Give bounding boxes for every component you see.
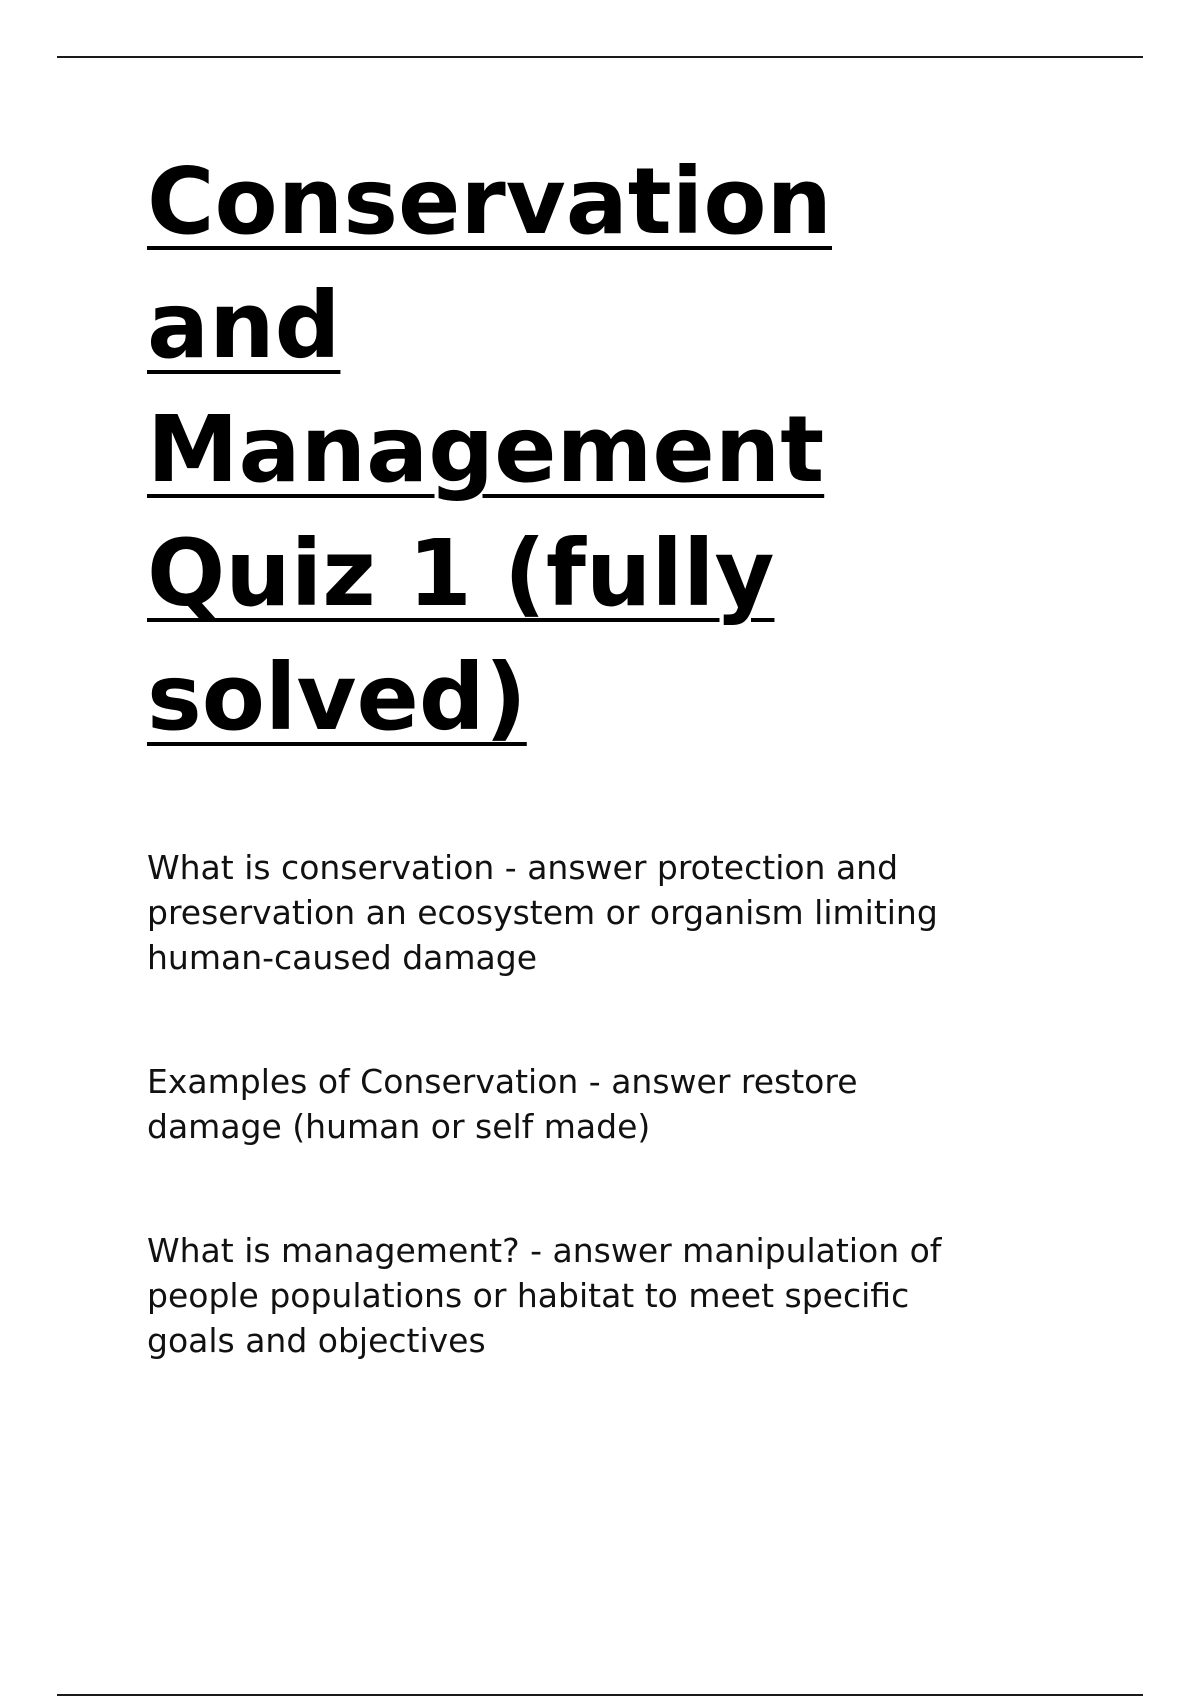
qa-item-management-definition: What is management? - answer manipulation of people populations or habitat to meet specific goals and objectives	[147, 1231, 942, 1360]
qa-item-conservation-examples: Examples of Conservation - answer restore damage (human or self made)	[147, 1062, 858, 1146]
document-body	[147, 140, 1087, 1442]
bottom-divider	[57, 1694, 1143, 1696]
top-divider	[57, 56, 1143, 58]
qa-item-conservation-definition: What is conservation - answer protection and preservation an ecosystem or organism limiting human-caused damage	[147, 848, 938, 977]
qa-list	[147, 845, 1087, 1363]
document-title: Conservation and Management Quiz 1 (fully solved)	[147, 148, 833, 751]
